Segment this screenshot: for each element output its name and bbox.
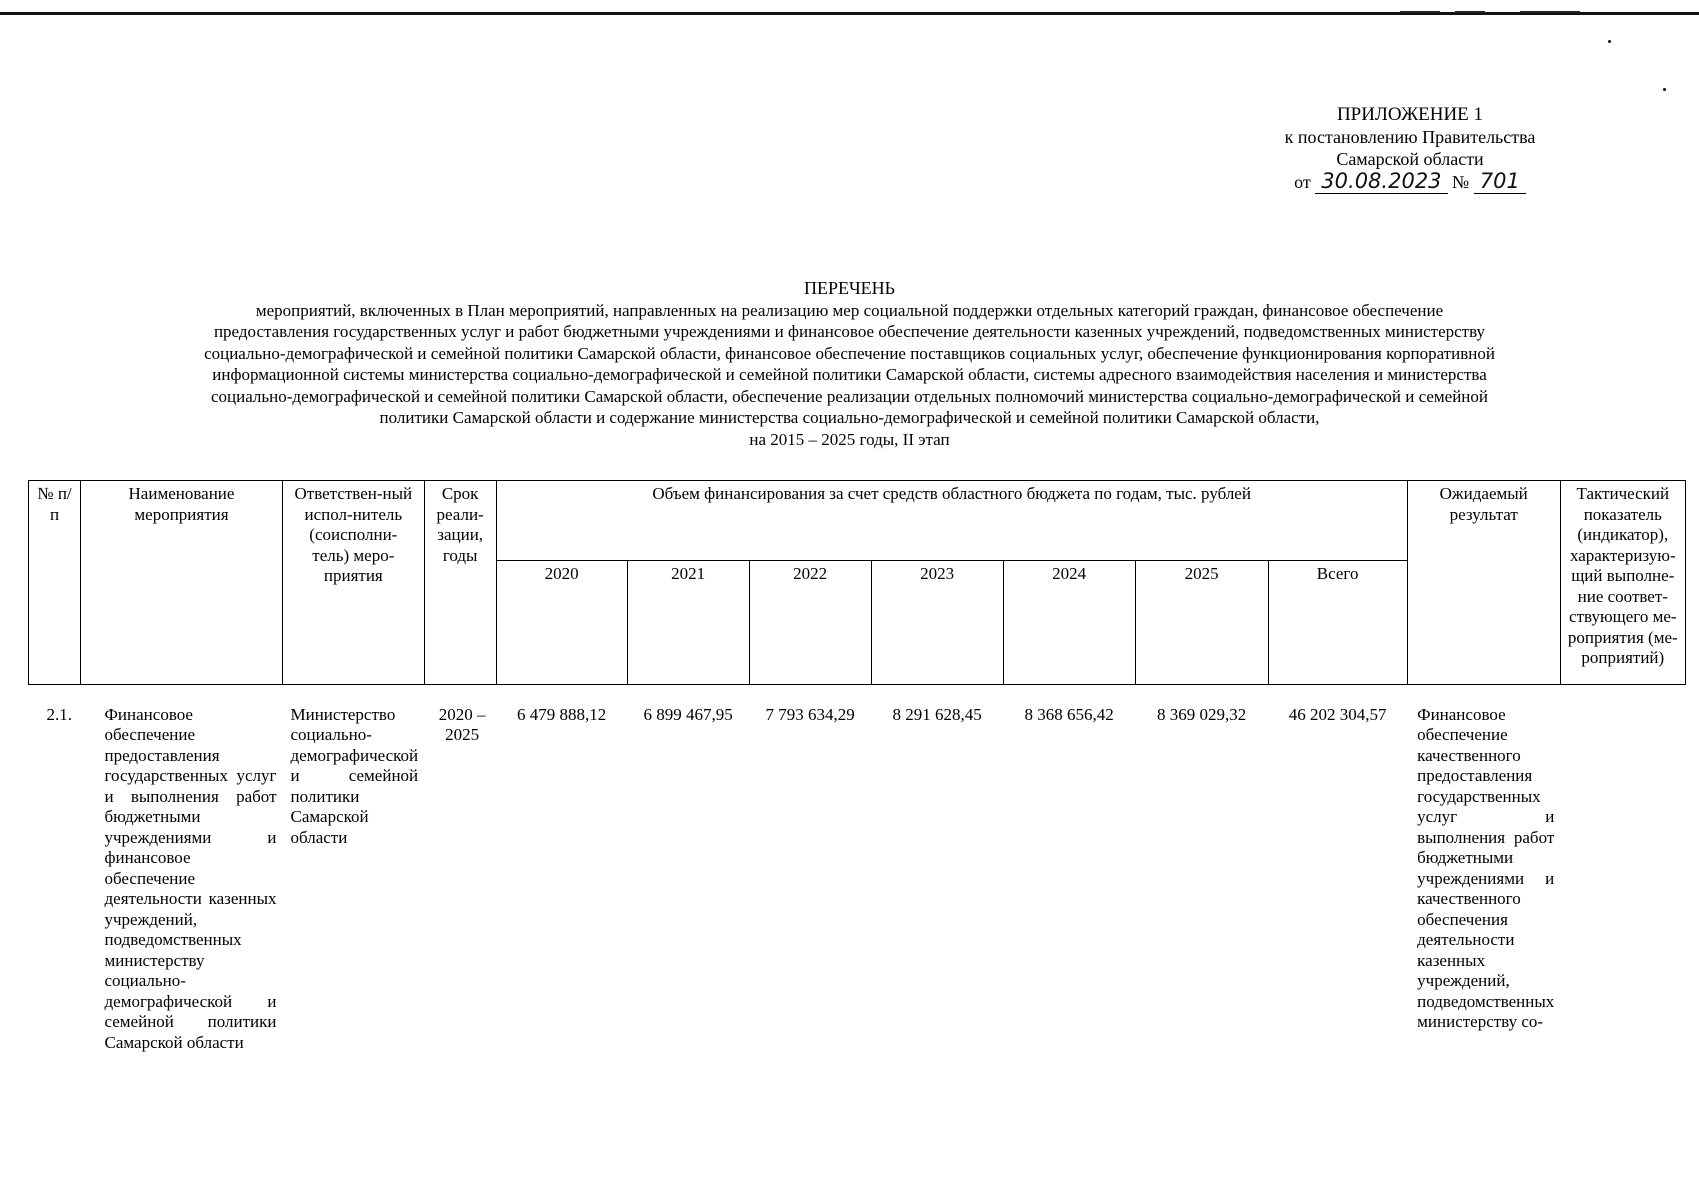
header-executor: Ответствен-ный испол-нитель (соисполни-тель) меро-приятия: [283, 481, 425, 685]
row-value-2020: 6 479 888,12: [517, 704, 607, 724]
row-value-2024: 8 368 656,42: [1024, 704, 1114, 724]
from-label: от: [1294, 172, 1311, 192]
appendix-line2: Самарской области: [1336, 149, 1484, 169]
measures-table: [28, 480, 1686, 1053]
heading-line: социально-демографической и семейной политики Самарской области, обеспечение реализации отдельных полномочий министерства социально-демографической и семейной: [210, 386, 1488, 406]
header-total: Всего: [1268, 561, 1407, 685]
scan-speck: [1663, 88, 1666, 91]
row-name: Финансовое обеспечение предоставления государственных услуг и выполнения работ бюджетными учреждениями и финансовое обеспечение деятельности казенных учреждений, подведомственных министерству социально-демографической и семейной политики Самарской области: [104, 704, 277, 1052]
header-year-2025: 2025: [1135, 561, 1268, 685]
row-value-2021: 6 899 467,95: [643, 704, 733, 724]
heading-line: предоставления государственных услуг и работ бюджетными учреждениями и финансовое обеспечение деятельности казенных учреждений, подведомственных министерству: [213, 322, 1486, 341]
header-num: № п/п: [29, 481, 81, 685]
header-funding: Объем финансирования за счет средств областного бюджета по годам, тыс. рублей: [496, 481, 1407, 561]
heading-line: политики Самарской области и содержание министерства социально-демографической и семейной политики Самарской области,: [379, 408, 1320, 427]
heading-line: социально-демографической и семейной политики Самарской области, финансовое обеспечение поставщиков социальных услуг, обеспечение функционирования корпоративной: [204, 343, 1495, 363]
table-row: [29, 705, 1686, 1054]
scan-mark: [1455, 11, 1485, 13]
row-value-2022: 7 793 634,29: [765, 704, 855, 724]
appendix-date-line: [1220, 170, 1600, 193]
appendix-line1: к постановлению Правительства: [1284, 127, 1536, 147]
row-indicator: [1560, 705, 1685, 1054]
handwritten-date: 30.08.2023: [1315, 169, 1447, 194]
appendix-block: [1220, 104, 1600, 193]
header-indicator: Тактический показатель (индикатор), характеризую-щий выполне-ние соответ-ствующего ме-роприятия (ме-роприятий): [1560, 481, 1685, 685]
row-value-total: 46 202 304,57: [1288, 704, 1387, 724]
row-result: Финансовое обеспечение качественного предоставления государственных услуг и выполнения работ бюджетными учреждениями и качественного обеспечения деятельности казенных учреждений, подведомственных министерству со-: [1417, 704, 1555, 1031]
scan-speck: [1608, 40, 1611, 43]
header-year-2021: 2021: [627, 561, 749, 685]
header-name: Наименование мероприятия: [81, 481, 283, 685]
header-year-2020: 2020: [496, 561, 627, 685]
row-value-2023: 8 291 628,45: [892, 704, 982, 724]
handwritten-number: 701: [1474, 169, 1526, 194]
header-year-2024: 2024: [1003, 561, 1135, 685]
heading-line: информационной системы министерства социально-демографической и семейной политики Самарской области, системы адресного взаимодействия населения и министерства: [212, 365, 1487, 384]
scan-border-line: [0, 12, 1699, 15]
header-year-2023: 2023: [871, 561, 1003, 685]
scan-mark: [1400, 11, 1440, 13]
header-term: Срок реали-зации, годы: [424, 481, 496, 685]
scan-mark: [1520, 11, 1580, 13]
appendix-title: ПРИЛОЖЕНИЕ 1: [1336, 104, 1484, 125]
heading-line: на 2015 – 2025 годы, II этап: [749, 429, 950, 449]
number-label: №: [1452, 172, 1470, 192]
heading-line: мероприятий, включенных в План мероприятий, направленных на реализацию мер социальной поддержки отдельных категорий граждан, финансовое обеспечение: [255, 300, 1444, 320]
row-term: 2020 – 2025: [438, 704, 486, 744]
row-num: 2.1.: [46, 704, 72, 724]
row-value-2025: 8 369 029,32: [1157, 704, 1247, 724]
document-heading: [0, 278, 1699, 450]
heading-title: ПЕРЕЧЕНЬ: [803, 278, 896, 298]
header-result: Ожидаемый результат: [1407, 481, 1560, 685]
header-year-2022: 2022: [749, 561, 871, 685]
row-executor: Министерство социально-демографической и семейной политики Самарской области: [290, 704, 419, 847]
